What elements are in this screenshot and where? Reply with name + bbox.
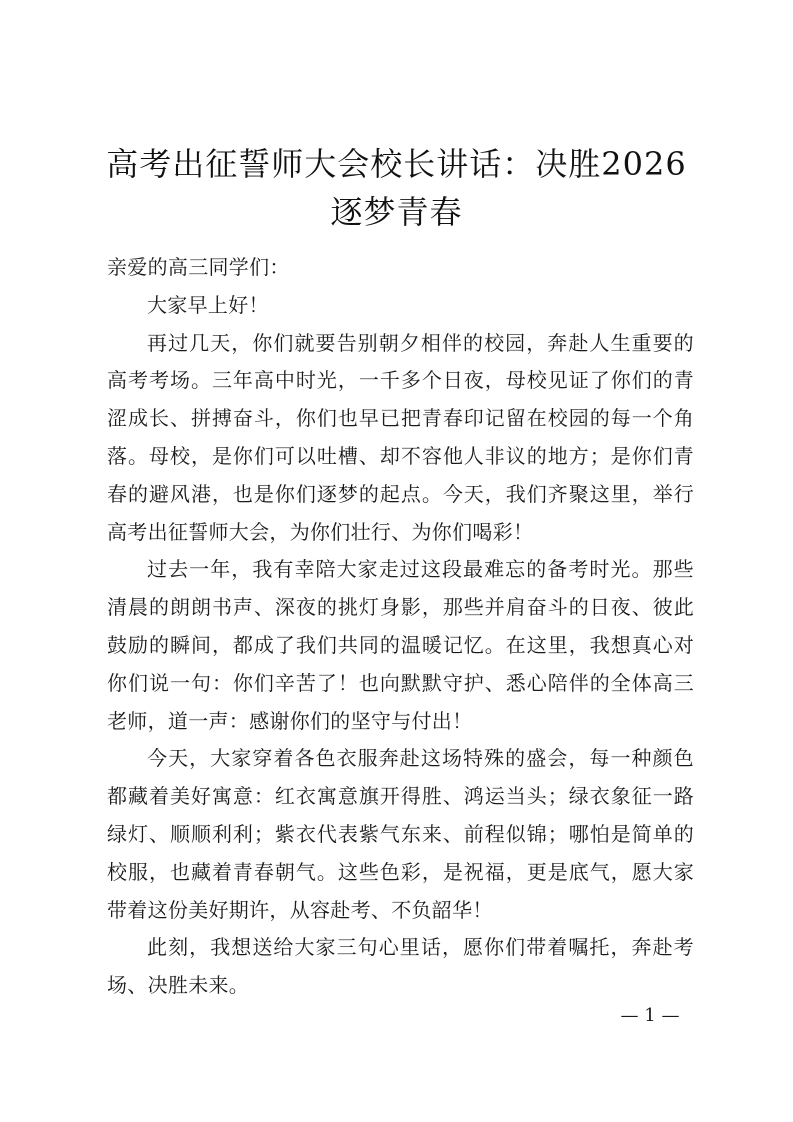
document-body (107, 249, 694, 1005)
document-title: 高考出征誓师大会校长讲话：决胜2026逐梦青春 (106, 145, 687, 231)
page-number: — 1 — (620, 1005, 680, 1026)
paragraph-closing: 此刻，我想送给大家三句心里话，愿你们带着嘱托，奔赴考场、决胜未来。 (107, 935, 694, 998)
paragraph-greeting: 大家早上好！ (147, 292, 269, 317)
salutation: 亲爱的高三同学们： (107, 255, 290, 279)
paragraph-farewell: 再过几天，你们就要告别朝夕相伴的校园，奔赴人生重要的高考考场。三年高中时光，一千多个日夜，母校见证了你们的青涩成长、拼搏奋斗，你们也早已把青春印记留在校园的每一个角落。母校，是你们可以吐槽、却不容他人非议的地方；是你们青春的避风港，也是你们逐梦的起点。今天，我们齐聚这里，举行高考出征誓师大会，为你们壮行、为你们喝彩！ (107, 330, 694, 544)
paragraph-gratitude: 过去一年，我有幸陪大家走过这段最难忘的备考时光。那些清晨的朗朗书声、深夜的挑灯身影，那些并肩奋斗的日夜、彼此鼓励的瞬间，都成了我们共同的温暖记忆。在这里，我想真心对你们说一句：你们辛苦了！也向默默守护、悉心陪伴的全体高三老师，道一声：感谢你们的坚守与付出！ (107, 557, 694, 733)
paragraph-colors: 今天，大家穿着各色衣服奔赴这场特殊的盛会，每一种颜色都藏着美好寓意：红衣寓意旗开得胜、鸿运当头；绿衣象征一路绿灯、顺顺利利；紫衣代表紫气东来、前程似锦；哪怕是简单的校服，也藏着青春朝气。这些色彩，是祝福，更是底气，愿大家带着这份美好期许，从容赴考、不负韶华！ (107, 746, 694, 922)
